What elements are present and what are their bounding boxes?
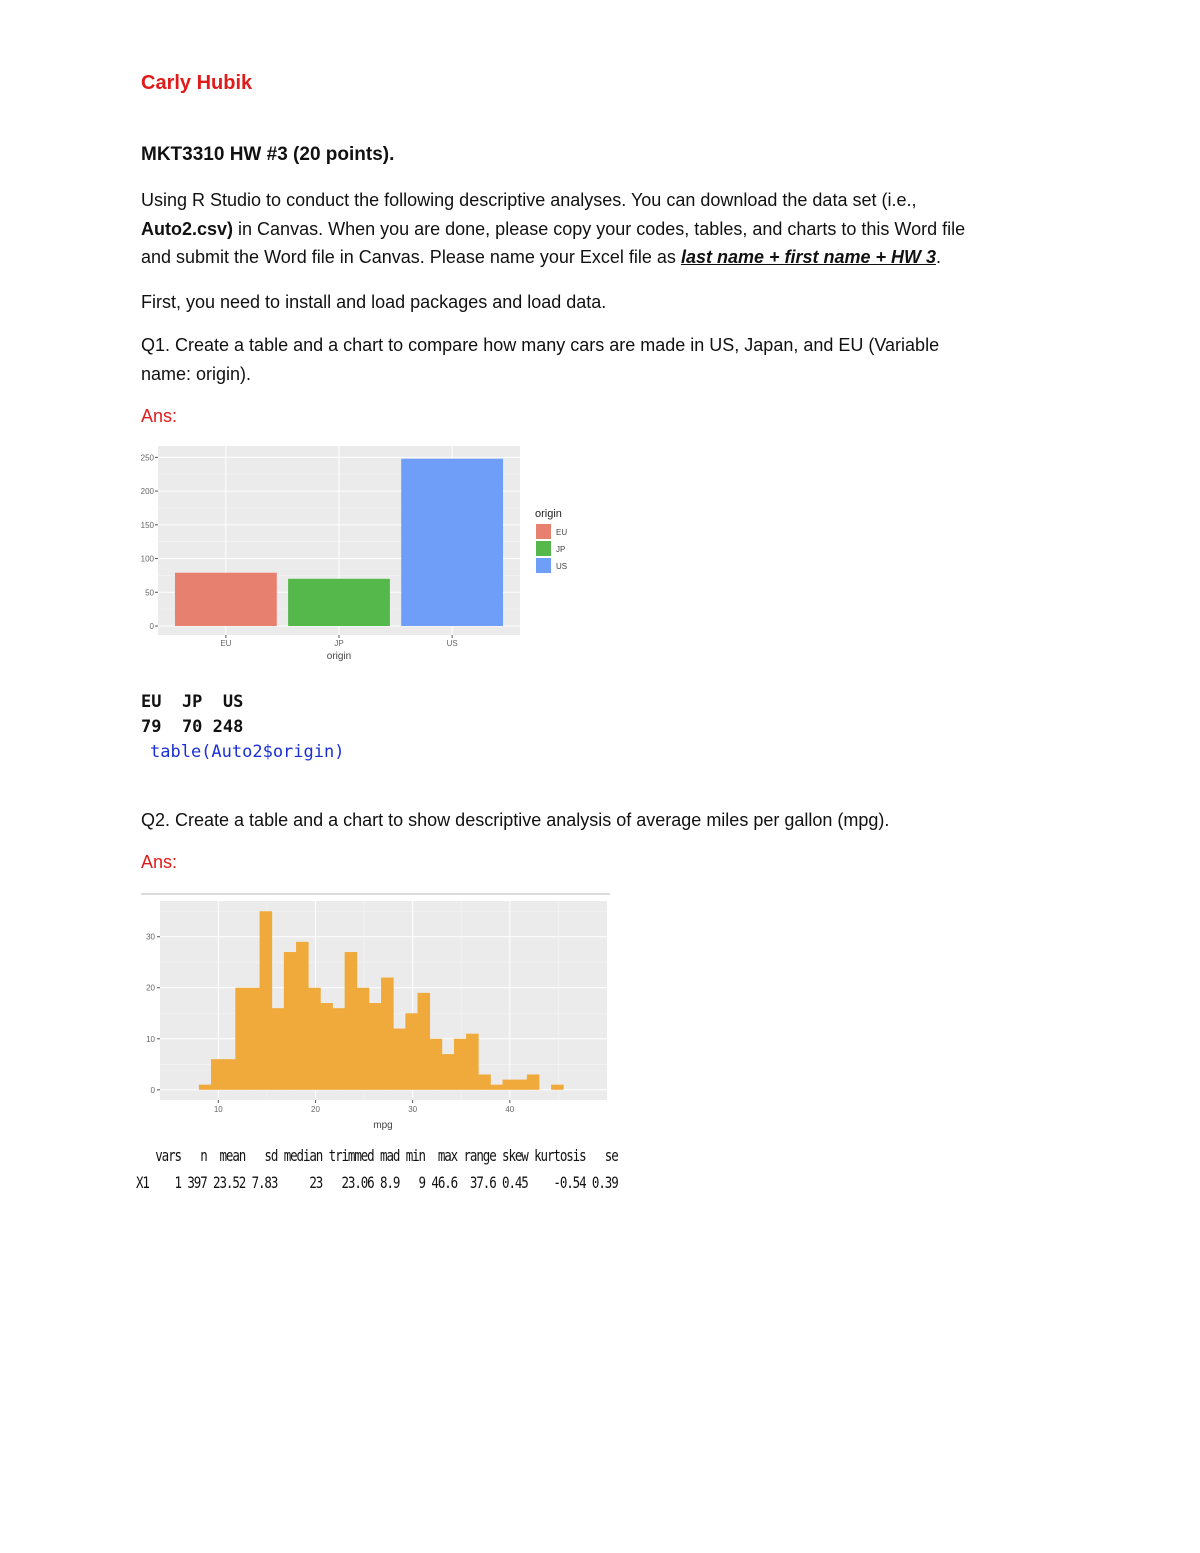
intro-line-1: Using R Studio to conduct the following descriptive analyses. You can download the data set (i.e., (141, 190, 917, 210)
y-tick-label: 20 (146, 983, 155, 993)
y-tick-labels (146, 933, 160, 1095)
origin-bar-chart (138, 443, 578, 665)
bar-eu (175, 573, 277, 626)
r-code: table(Auto2$origin) (150, 742, 345, 762)
histogram-bin (223, 1059, 236, 1090)
histogram-bin (551, 1085, 564, 1090)
histogram-bin (284, 952, 297, 1090)
assignment-title: MKT3310 HW #3 (20 points). (141, 144, 395, 165)
origin-table-header: EU JP US (141, 692, 244, 712)
bar-jp (288, 579, 390, 626)
x-tick-label: US (446, 639, 458, 648)
y-tick-label: 0 (150, 1085, 155, 1095)
origin-table-values: 79 70 248 (141, 717, 244, 737)
histogram-bin (454, 1039, 467, 1090)
legend-swatch-eu (536, 524, 551, 539)
y-tick-label: 10 (146, 1034, 155, 1044)
x-tick-label: 30 (408, 1105, 418, 1114)
setup-text: First, you need to install and load packages and load data. (141, 292, 607, 312)
histogram-bin (527, 1074, 540, 1089)
legend-title: origin (535, 508, 562, 520)
x-tick-label: 20 (311, 1105, 320, 1114)
histogram-bin (345, 952, 358, 1090)
histogram-bin (260, 911, 273, 1090)
y-tick-label: 150 (140, 520, 154, 530)
histogram-bin (466, 1034, 479, 1090)
legend-swatch-us (536, 558, 551, 573)
histogram-bin (320, 1003, 333, 1090)
y-tick-label: 50 (145, 588, 154, 598)
histogram-bin (199, 1085, 212, 1090)
legend (536, 524, 567, 573)
y-tick-label: 0 (149, 622, 154, 631)
histogram-bin (503, 1080, 516, 1090)
x-tick-labels (214, 1100, 515, 1114)
histogram-bin (247, 988, 260, 1090)
q1-question: Q1. Create a table and a chart to compare how many cars are made in US, Japan, and EU (Variable name: origin). (141, 335, 940, 384)
y-tick-labels (141, 453, 158, 631)
histogram-bin (296, 942, 309, 1090)
histogram-bin (272, 1008, 285, 1090)
y-tick-label: 200 (140, 487, 154, 497)
x-tick-label: EU (220, 639, 232, 648)
histogram-bin (381, 978, 394, 1090)
histogram-bin (211, 1059, 224, 1090)
histogram-bin (357, 988, 370, 1090)
legend-swatch-jp (536, 541, 551, 556)
histogram-bin (369, 1003, 382, 1090)
x-tick-label: 40 (505, 1105, 515, 1114)
describe-row: X1 1 397 23.52 7.83 23 23.06 8.9 9 46.6 37.6 0.45 -0.54 0.39 (136, 1173, 618, 1192)
y-tick-label: 100 (140, 554, 154, 564)
q1-answer-label: Ans: (141, 406, 178, 426)
q2-question: Q2. Create a table and a chart to show descriptive analysis of average miles per gallon (mpg). (141, 810, 890, 830)
legend-label: JP (556, 545, 566, 554)
histogram-bin (332, 1008, 345, 1090)
author-name: Carly Hubik (141, 72, 253, 94)
histogram-bin (393, 1029, 406, 1090)
histogram-bin (308, 988, 321, 1090)
bar-us (401, 459, 503, 626)
intro-line-3: and submit the Word file in Canvas. Please name your Excel file as (141, 247, 681, 267)
histogram-bin (235, 988, 248, 1090)
histogram-bin (418, 993, 431, 1090)
histogram-bin (490, 1085, 503, 1090)
histogram-bin (442, 1054, 455, 1090)
y-tick-label: 30 (146, 932, 155, 942)
q2-answer-label: Ans: (141, 852, 178, 872)
x-tick-label: JP (334, 639, 344, 648)
intro-line-2: in Canvas. When you are done, please copy your codes, tables, and charts to this Word file (233, 218, 966, 239)
intro-paragraph: Using R Studio to conduct the following descriptive analyses. You can download the data set (i.e., Auto2.csv) in Canvas. When you are done, please copy your codes, tables, and charts to this Word file and submit the Word file in Canvas. Please name your Excel file as last name + first name + HW 3. (141, 190, 966, 267)
describe-header: vars n mean sd median trimmed mad min max range skew kurtosis se (136, 1146, 618, 1165)
histogram-bin (430, 1039, 443, 1090)
dataset-name: Auto2.csv) (141, 218, 234, 239)
x-axis-label: origin (326, 651, 352, 662)
x-tick-label: 10 (213, 1105, 223, 1114)
histogram-bin (478, 1074, 491, 1089)
histogram-bin (405, 1013, 418, 1090)
histogram-bin (515, 1080, 528, 1090)
mpg-histogram (141, 892, 611, 1131)
file-name-format: last name + first name + HW 3 (680, 247, 937, 267)
y-tick-label: 250 (140, 453, 154, 463)
legend-label: US (556, 562, 568, 571)
x-tick-labels (220, 635, 457, 648)
legend-label: EU (556, 528, 568, 537)
x-axis-label: mpg (373, 1120, 393, 1131)
